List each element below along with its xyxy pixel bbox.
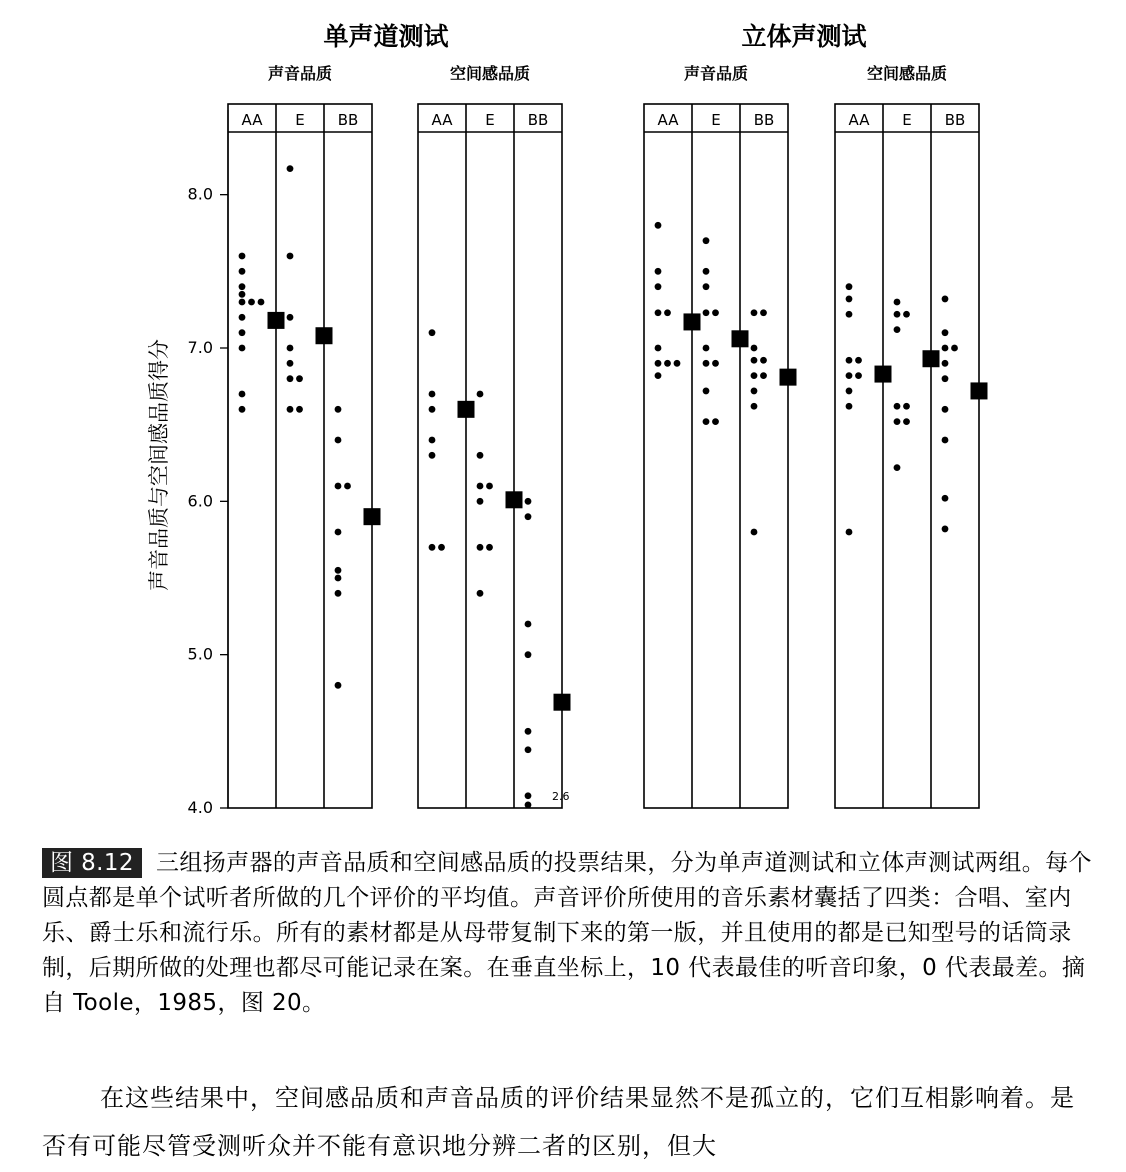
rating-dot-1-0-1-9	[703, 418, 710, 425]
rating-dot-1-1-1-6	[894, 418, 901, 425]
panel-subtitle-1-0: 声音品质	[683, 64, 749, 83]
rating-dot-1-1-0-9	[846, 529, 853, 536]
rating-dot-1-0-0-1	[655, 268, 662, 275]
rating-dot-0-0-2-0	[335, 406, 342, 413]
rating-dot-0-0-0-11	[239, 406, 246, 413]
figure-caption	[42, 846, 1092, 1021]
rating-dot-1-0-1-4	[712, 309, 719, 316]
rating-dot-1-1-2-6	[942, 406, 949, 413]
panel-frame-1-0	[644, 104, 788, 808]
annotation-0: 2.6	[552, 789, 570, 803]
rating-dot-1-0-1-5	[703, 345, 710, 352]
panel-subtitle-0-0: 声音品质	[267, 64, 333, 83]
rating-dot-1-0-2-3	[751, 357, 758, 364]
rating-dot-1-1-0-8	[846, 403, 853, 410]
column-header-1-0-2: BB	[753, 111, 775, 129]
rating-dot-0-1-1-6	[486, 544, 493, 551]
rating-dot-0-1-0-3	[429, 437, 436, 444]
rating-dot-1-1-0-1	[846, 296, 853, 303]
rating-dot-1-1-2-1	[942, 329, 949, 336]
rating-dot-1-0-1-2	[703, 283, 710, 290]
rating-dot-0-1-1-4	[477, 498, 484, 505]
rating-dot-1-0-1-8	[703, 388, 710, 395]
column-header-1-1-0: AA	[848, 111, 870, 129]
rating-dot-1-1-1-4	[894, 403, 901, 410]
rating-dot-0-1-1-5	[477, 544, 484, 551]
column-header-0-1-2: BB	[527, 111, 549, 129]
rating-dot-0-0-1-5	[287, 375, 294, 382]
rating-dot-1-0-2-6	[760, 372, 767, 379]
rating-dot-1-0-2-1	[760, 309, 767, 316]
rating-dot-1-0-2-9	[751, 529, 758, 536]
rating-dot-0-0-0-0	[239, 253, 246, 260]
rating-dot-0-1-2-1	[525, 513, 532, 520]
column-header-0-0-1: E	[295, 111, 305, 129]
rating-dot-0-1-0-5	[429, 544, 436, 551]
rating-dot-0-0-1-1	[287, 253, 294, 260]
rating-dot-0-1-2-3	[525, 651, 532, 658]
rating-dot-0-1-0-0	[429, 329, 436, 336]
body-text-content: 在这些结果中，空间感品质和声音品质的评价结果显然不是孤立的，它们互相影响着。是否有可能尽管受测听众并不能有意识地分辨二者的区别，但大	[42, 1084, 1075, 1160]
rating-dot-1-0-0-6	[655, 360, 662, 367]
rating-dot-0-0-0-7	[239, 314, 246, 321]
column-header-1-1-2: BB	[944, 111, 966, 129]
rating-dot-1-1-2-7	[942, 437, 949, 444]
rating-dot-1-1-1-2	[903, 311, 910, 318]
rating-dot-0-0-2-1	[335, 437, 342, 444]
rating-dot-0-1-0-2	[429, 406, 436, 413]
rating-dot-0-0-0-10	[239, 391, 246, 398]
rating-dot-0-1-0-1	[429, 391, 436, 398]
rating-dot-1-1-0-5	[846, 372, 853, 379]
rating-dot-1-0-0-4	[664, 309, 671, 316]
column-header-1-1-1: E	[902, 111, 912, 129]
rating-dot-0-0-0-1	[239, 268, 246, 275]
rating-dot-0-1-1-7	[477, 590, 484, 597]
rating-dot-1-1-0-4	[855, 357, 862, 364]
rating-dot-0-1-2-0	[525, 498, 532, 505]
rating-dot-1-0-2-5	[751, 372, 758, 379]
panel-frame-0-0	[228, 104, 372, 808]
y-tick-label-4: 4.0	[187, 798, 213, 817]
rating-dot-0-0-1-3	[287, 345, 294, 352]
rating-dot-1-1-1-7	[903, 418, 910, 425]
rating-dot-1-1-2-9	[942, 526, 949, 533]
rating-dot-0-0-2-5	[335, 567, 342, 574]
panel-subtitle-0-1: 空间感品质	[449, 64, 531, 83]
rating-dot-1-1-0-6	[855, 372, 862, 379]
rating-dot-1-1-1-0	[894, 299, 901, 306]
rating-dot-1-1-2-5	[942, 375, 949, 382]
rating-dot-0-0-1-6	[296, 375, 303, 382]
rating-dot-0-0-2-7	[335, 590, 342, 597]
rating-dot-0-0-0-2	[239, 283, 246, 290]
rating-dot-0-0-1-0	[287, 165, 294, 172]
rating-dot-1-0-1-6	[703, 360, 710, 367]
rating-dot-1-0-2-8	[751, 403, 758, 410]
rating-dot-1-1-0-0	[846, 283, 853, 290]
rating-dot-0-1-2-2	[525, 621, 532, 628]
column-header-0-0-2: BB	[337, 111, 359, 129]
group-title-1: 立体声测试	[741, 22, 867, 51]
y-axis-label: 声音品质与空间感品质得分	[147, 339, 171, 591]
rating-dot-0-1-1-1	[477, 452, 484, 459]
rating-dot-1-0-1-3	[703, 309, 710, 316]
rating-dot-0-0-0-6	[258, 299, 265, 306]
rating-dot-1-0-2-4	[760, 357, 767, 364]
y-tick-label-2: 6.0	[187, 491, 213, 511]
y-tick-label-0: 8.0	[187, 184, 213, 204]
body-paragraph	[42, 1074, 1092, 1170]
rating-dot-0-0-2-4	[335, 529, 342, 536]
rating-dot-0-0-0-8	[239, 329, 246, 336]
rating-dot-1-1-2-2	[942, 345, 949, 352]
y-tick-label-3: 5.0	[187, 644, 213, 664]
rating-dot-0-1-0-4	[429, 452, 436, 459]
panel-subtitle-1-1: 空间感品质	[866, 64, 948, 83]
rating-dot-1-0-0-9	[655, 372, 662, 379]
column-header-0-1-0: AA	[431, 111, 453, 129]
mean-marker-1-1-2	[971, 382, 988, 399]
rating-dot-0-0-1-7	[287, 406, 294, 413]
rating-dot-1-1-0-7	[846, 388, 853, 395]
rating-dot-0-0-1-8	[296, 406, 303, 413]
mean-marker-0-1-2	[554, 694, 571, 711]
rating-dot-0-1-0-6	[438, 544, 445, 551]
column-header-0-1-1: E	[485, 111, 495, 129]
rating-dot-1-0-1-1	[703, 268, 710, 275]
rating-dot-1-1-2-3	[951, 345, 958, 352]
rating-dot-0-0-0-3	[239, 291, 246, 298]
rating-dot-0-1-1-0	[477, 391, 484, 398]
rating-dot-1-1-2-4	[942, 360, 949, 367]
column-header-1-0-1: E	[711, 111, 721, 129]
rating-dot-0-1-1-2	[477, 483, 484, 490]
rating-dot-0-0-2-6	[335, 575, 342, 582]
rating-dot-1-1-2-0	[942, 296, 949, 303]
rating-dot-0-1-2-7	[525, 802, 532, 809]
rating-dot-0-0-2-2	[335, 483, 342, 490]
rating-dot-0-0-2-8	[335, 682, 342, 689]
panel-frame-0-1	[418, 104, 562, 808]
rating-dot-1-0-2-0	[751, 309, 758, 316]
rating-dot-1-0-1-0	[703, 237, 710, 244]
rating-dot-0-0-0-4	[239, 299, 246, 306]
rating-dot-1-0-0-5	[655, 345, 662, 352]
rating-dot-0-1-1-3	[486, 483, 493, 490]
rating-dot-1-0-1-7	[712, 360, 719, 367]
mean-marker-0-0-2	[364, 508, 381, 525]
rating-dot-1-1-0-3	[846, 357, 853, 364]
y-tick-label-1: 7.0	[187, 338, 213, 357]
rating-dot-1-1-1-8	[894, 464, 901, 471]
rating-dot-1-1-0-2	[846, 311, 853, 318]
rating-dot-0-1-2-5	[525, 746, 532, 753]
rating-dot-0-0-0-5	[248, 299, 255, 306]
rating-dot-1-0-0-8	[674, 360, 681, 367]
rating-dot-1-0-0-7	[664, 360, 671, 367]
rating-dot-1-0-0-3	[655, 309, 662, 316]
rating-dot-1-0-1-10	[712, 418, 719, 425]
column-header-0-0-0: AA	[241, 111, 263, 129]
rating-dot-0-0-2-3	[344, 483, 351, 490]
rating-dot-0-0-1-2	[287, 314, 294, 321]
rating-dot-1-0-2-2	[751, 345, 758, 352]
rating-dot-0-1-2-4	[525, 728, 532, 735]
rating-dot-1-1-1-3	[894, 326, 901, 333]
rating-dot-1-1-2-8	[942, 495, 949, 502]
rating-dot-1-0-0-2	[655, 283, 662, 290]
rating-dot-0-0-0-9	[239, 345, 246, 352]
panel-frame-1-1	[835, 104, 979, 808]
figure-label: 图 8.12	[42, 848, 142, 878]
rating-dot-0-1-2-6	[525, 792, 532, 799]
caption-text: 三组扬声器的声音品质和空间感品质的投票结果，分为单声道测试和立体声测试两组。每个圆点都是单个试听者所做的几个评价的平均值。声音评价所使用的音乐素材囊括了四类：合唱、室内乐、爵士乐和流行乐。所有的素材都是从母带复制下来的第一版，并且使用的都是已知型号的话筒录制，后期所做的处理也都尽可能记录在案。在垂直坐标上，10 代表最佳的听音印象，0 代表最差。摘自 Toole，1985，图 20。	[42, 850, 1092, 1016]
rating-dot-1-0-2-7	[751, 388, 758, 395]
rating-dot-1-0-0-0	[655, 222, 662, 229]
column-header-1-0-0: AA	[657, 111, 679, 129]
rating-dot-0-0-1-4	[287, 360, 294, 367]
rating-dot-1-1-1-1	[894, 311, 901, 318]
rating-dot-1-1-1-5	[903, 403, 910, 410]
group-title-0: 单声道测试	[323, 22, 449, 51]
mean-marker-1-0-2	[780, 369, 797, 386]
